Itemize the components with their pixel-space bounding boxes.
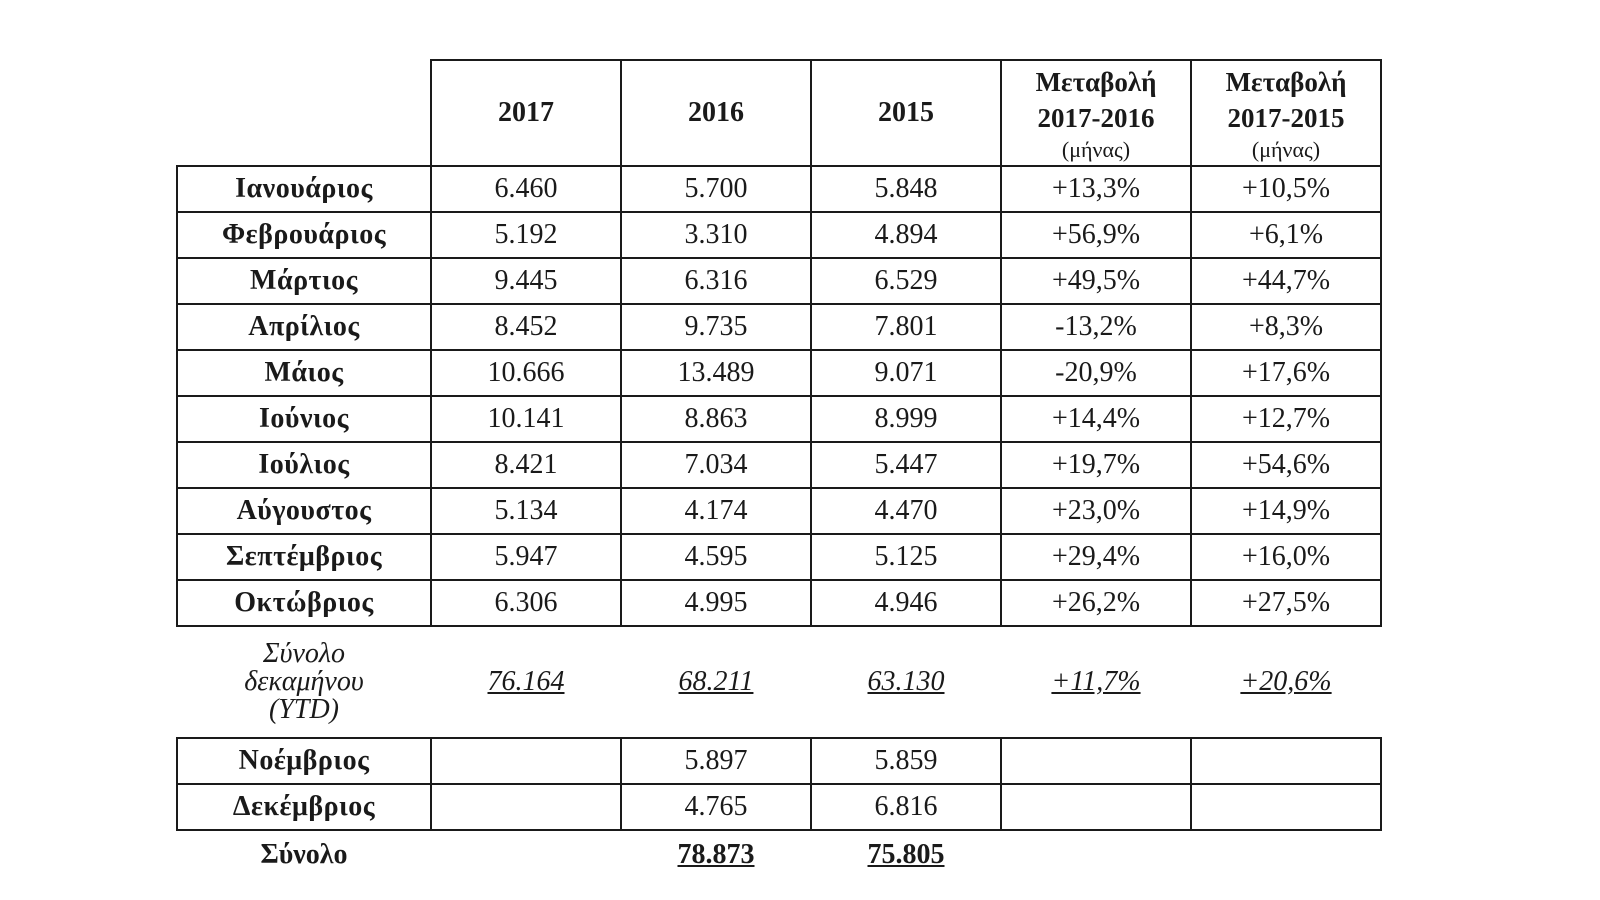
- total-label: Σύνολο: [260, 838, 348, 870]
- total-change2-empty: [1191, 830, 1381, 878]
- table-row: [177, 396, 1381, 442]
- table-row: [177, 442, 1381, 488]
- month-label: Δεκέμβριος: [177, 784, 431, 830]
- value-2017: 8.452: [431, 304, 621, 350]
- value-2017: 9.445: [431, 258, 621, 304]
- change-2017-2015: [1191, 784, 1381, 830]
- ytd-value-2015: 63.130: [867, 666, 945, 697]
- table-row: [177, 258, 1381, 304]
- change-2017-2015: +17,6%: [1191, 350, 1381, 396]
- month-label: Αύγουστος: [177, 488, 431, 534]
- value-2016: 13.489: [621, 350, 811, 396]
- table-row: [177, 488, 1381, 534]
- header-2015: [811, 60, 1001, 166]
- header-change1-sub: (μήνας): [1061, 136, 1131, 162]
- month-label: Φεβρουάριος: [177, 212, 431, 258]
- value-2015: 4.946: [811, 580, 1001, 626]
- table-row: [177, 166, 1381, 212]
- value-2016: 4.765: [621, 784, 811, 830]
- change-2017-2016: [1001, 784, 1191, 830]
- change-2017-2015: +44,7%: [1191, 258, 1381, 304]
- change-2017-2015: +6,1%: [1191, 212, 1381, 258]
- table-header-row: [177, 60, 1381, 166]
- month-label: Ιούλιος: [177, 442, 431, 488]
- change-2017-2016: +56,9%: [1001, 212, 1191, 258]
- change-2017-2015: +10,5%: [1191, 166, 1381, 212]
- value-2017: 10.666: [431, 350, 621, 396]
- value-2017: 8.421: [431, 442, 621, 488]
- total-value-2016: 78.873: [677, 838, 755, 870]
- value-2017: 6.306: [431, 580, 621, 626]
- ytd-label: [177, 626, 431, 738]
- ytd-change-2017-2016: +11,7%: [1051, 666, 1141, 697]
- month-label: Μάρτιος: [177, 258, 431, 304]
- table-row: [177, 304, 1381, 350]
- value-2015: 6.816: [811, 784, 1001, 830]
- value-2015: 5.125: [811, 534, 1001, 580]
- header-change-2017-2016: [1001, 60, 1191, 166]
- table-row: [177, 212, 1381, 258]
- ytd-value-2016: 68.211: [678, 666, 754, 697]
- value-2016: 5.700: [621, 166, 811, 212]
- change-2017-2015: +16,0%: [1191, 534, 1381, 580]
- value-2016: 4.174: [621, 488, 811, 534]
- header-change1-line1: Μεταβολή: [1035, 66, 1157, 97]
- ytd-total-row: [177, 626, 1381, 738]
- ytd-value-2017: 76.164: [487, 666, 565, 697]
- month-label: Απρίλιος: [177, 304, 431, 350]
- change-2017-2015: +27,5%: [1191, 580, 1381, 626]
- value-2015: 5.859: [811, 738, 1001, 784]
- change-2017-2016: +26,2%: [1001, 580, 1191, 626]
- total-value-2015-cell: [811, 830, 1001, 878]
- table-row: [177, 350, 1381, 396]
- header-change1-line2: 2017-2016: [1037, 103, 1155, 134]
- value-2016: 6.316: [621, 258, 811, 304]
- total-value-2016-cell: [621, 830, 811, 878]
- value-2015: 6.529: [811, 258, 1001, 304]
- value-2015: 4.894: [811, 212, 1001, 258]
- month-label: Ιανουάριος: [177, 166, 431, 212]
- value-2015: 4.470: [811, 488, 1001, 534]
- header-2016: [621, 60, 811, 166]
- change-2017-2015: +54,6%: [1191, 442, 1381, 488]
- ytd-label-line3: (YTD): [268, 694, 339, 725]
- value-2015: 9.071: [811, 350, 1001, 396]
- value-2015: 8.999: [811, 396, 1001, 442]
- header-change2-sub: (μήνας): [1251, 136, 1321, 162]
- change-2017-2015: +8,3%: [1191, 304, 1381, 350]
- table-row: [177, 784, 1381, 830]
- value-2016: 9.735: [621, 304, 811, 350]
- value-2016: 4.595: [621, 534, 811, 580]
- value-2016: 5.897: [621, 738, 811, 784]
- month-label: Οκτώβριος: [177, 580, 431, 626]
- header-change2-line2: 2017-2015: [1227, 103, 1345, 134]
- change-2017-2015: +14,9%: [1191, 488, 1381, 534]
- monthly-statistics-table: [176, 59, 1382, 878]
- value-2017: 10.141: [431, 396, 621, 442]
- change-2017-2016: +13,3%: [1001, 166, 1191, 212]
- ytd-change-2017-2015: +20,6%: [1240, 666, 1332, 697]
- value-2015: 7.801: [811, 304, 1001, 350]
- month-label: Νοέμβριος: [177, 738, 431, 784]
- value-2017: [431, 784, 621, 830]
- months-body: [177, 166, 1381, 878]
- table-row: [177, 738, 1381, 784]
- change-2017-2015: [1191, 738, 1381, 784]
- value-2016: 3.310: [621, 212, 811, 258]
- value-2017: [431, 738, 621, 784]
- change-2017-2016: +49,5%: [1001, 258, 1191, 304]
- change-2017-2015: +12,7%: [1191, 396, 1381, 442]
- month-label: Μάιος: [177, 350, 431, 396]
- value-2016: 7.034: [621, 442, 811, 488]
- header-2015-label: 2015: [878, 97, 934, 128]
- header-change-2017-2015: [1191, 60, 1381, 166]
- change-2017-2016: +19,7%: [1001, 442, 1191, 488]
- change-2017-2016: +29,4%: [1001, 534, 1191, 580]
- total-change1-empty: [1001, 830, 1191, 878]
- grand-total-row: [177, 830, 1381, 878]
- value-2016: 4.995: [621, 580, 811, 626]
- value-2017: 5.947: [431, 534, 621, 580]
- table-row: [177, 580, 1381, 626]
- header-2017: [431, 60, 621, 166]
- ytd-label-line1: Σύνολο: [262, 638, 346, 669]
- value-2017: 6.460: [431, 166, 621, 212]
- value-2017: 5.192: [431, 212, 621, 258]
- header-2017-label: 2017: [498, 97, 554, 128]
- value-2015: 5.848: [811, 166, 1001, 212]
- ytd-label-line2: δεκαμήνου: [244, 666, 364, 697]
- value-2016: 8.863: [621, 396, 811, 442]
- total-value-2015: 75.805: [867, 838, 945, 870]
- header-corner-cell: [177, 60, 431, 166]
- value-2015: 5.447: [811, 442, 1001, 488]
- header-change2-line1: Μεταβολή: [1225, 66, 1347, 97]
- month-label: Σεπτέμβριος: [177, 534, 431, 580]
- change-2017-2016: -20,9%: [1001, 350, 1191, 396]
- change-2017-2016: -13,2%: [1001, 304, 1191, 350]
- value-2017: 5.134: [431, 488, 621, 534]
- change-2017-2016: [1001, 738, 1191, 784]
- total-2017-empty: [431, 830, 621, 878]
- change-2017-2016: +23,0%: [1001, 488, 1191, 534]
- header-2016-label: 2016: [688, 97, 744, 128]
- change-2017-2016: +14,4%: [1001, 396, 1191, 442]
- table-row: [177, 534, 1381, 580]
- month-label: Ιούνιος: [177, 396, 431, 442]
